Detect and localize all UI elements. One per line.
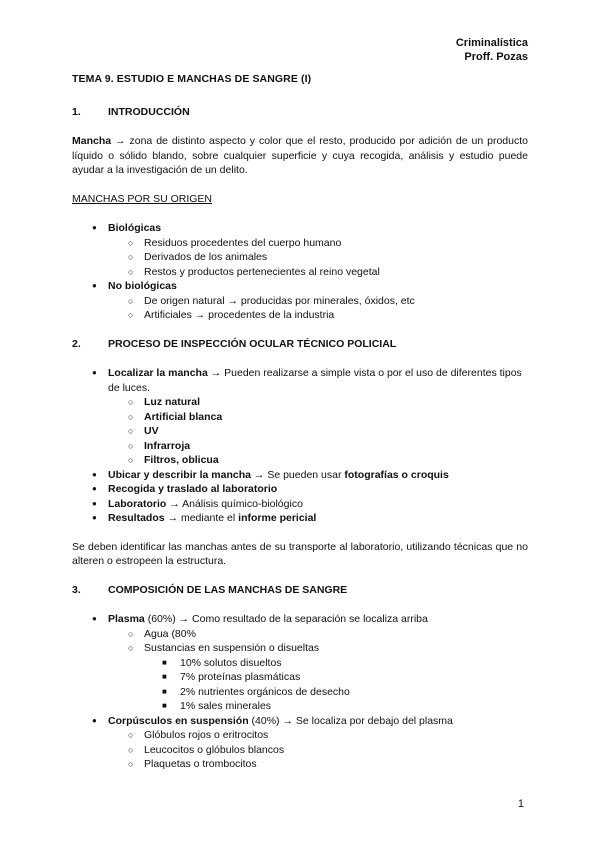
list-item-sustancias [108, 641, 528, 714]
list-item: ○ Agua (80% [108, 627, 528, 642]
ubicar-label: Ubicar y describir la mancha [108, 468, 251, 481]
mancha-term: Mancha [72, 135, 112, 147]
list-item-recogida [72, 482, 528, 497]
lab-text: → Análisis químico-biológico [166, 497, 303, 510]
list-item: ■ 7% proteínas plasmáticas [144, 670, 528, 685]
list-item-laboratorio [72, 497, 528, 512]
list-item: ○ Restos y productos pertenecientes al reino vegetal [108, 265, 528, 280]
section-title: PROCESO DE INSPECCIÓN OCULAR TÉCNICO POLICIAL [108, 337, 397, 350]
section-number: 2. [72, 337, 81, 350]
list-item-no-biologicas [72, 279, 528, 323]
composition-list [72, 612, 528, 772]
list-item: ○ Infrarroja [108, 439, 528, 454]
section-title: COMPOSICIÓN DE LAS MANCHAS DE SANGRE [108, 583, 348, 596]
section-number: 3. [72, 583, 81, 596]
professor-name: Proff. Pozas [464, 51, 528, 63]
list-item: ○ Luz natural [108, 395, 528, 410]
section-number: 1. [72, 105, 81, 118]
list-item: ○ Derivados de los animales [108, 250, 528, 265]
corp-label: Corpúsculos en suspensión [108, 714, 249, 727]
list-item: ○ Leucocitos o glóbulos blancos [108, 743, 528, 758]
list-item: ○ De origen natural → producidas por minerales, óxidos, etc [108, 294, 528, 309]
bio-label: Biológicas [108, 222, 162, 234]
ubicar-text: → Se pueden usar [250, 468, 345, 481]
res-label: Resultados [108, 512, 165, 524]
list-item: ■ 1% sales minerales [144, 699, 528, 714]
plasma-label: Plasma [108, 613, 145, 625]
mancha-definition [72, 134, 528, 178]
document-header [456, 36, 528, 64]
res-bold: informe pericial [238, 512, 317, 524]
course-name: Criminalística [455, 37, 528, 49]
sust-label: Sustancias en suspensión o disueltas [144, 642, 320, 654]
list-item-resultados [72, 511, 528, 526]
document-title: TEMA 9. ESTUDIO E MANCHAS DE SANGRE (I) [72, 73, 312, 85]
plasma-text: → Como resultado de la separación se localiza arriba [175, 613, 428, 625]
list-item: ○ Residuos procedentes del cuerpo humano [108, 236, 528, 251]
list-item: ○ Artificiales → procedentes de la industria [108, 308, 528, 323]
list-item: ○ Plaquetas o trombocitos [108, 757, 528, 772]
list-item: ○ Filtros, oblicua [108, 453, 528, 468]
loc-text: → Pueden realizarse a simple vista o por el uso de diferentes tipos de luces. [108, 367, 522, 394]
lab-label: Laboratorio [108, 497, 167, 510]
list-item: ○ UV [108, 424, 528, 439]
section-heading-1 [72, 105, 528, 120]
list-item-localizar [72, 366, 528, 468]
list-item: ■ 10% solutos disueltos [144, 656, 528, 671]
inspection-list [72, 366, 528, 526]
origin-list [72, 221, 528, 323]
document-body [72, 72, 528, 786]
page-number: 1 [517, 798, 524, 810]
loc-label: Localizar la mancha [108, 367, 208, 379]
list-item-ubicar [72, 468, 528, 483]
section-heading-2 [72, 337, 528, 352]
list-item: ■ 2% nutrientes orgánicos de desecho [144, 685, 528, 700]
list-item-plasma [72, 612, 528, 714]
corp-pct: (40%) [248, 714, 280, 727]
corp-text: → Se localiza por debajo del plasma [279, 714, 453, 727]
section-heading-3 [72, 583, 528, 598]
list-item-corpusculos [72, 714, 528, 772]
list-item-biologicas [72, 221, 528, 279]
origin-subtitle: MANCHAS POR SU ORIGEN [72, 192, 213, 205]
ubicar-bold: fotografías o croquis [344, 468, 449, 481]
list-item: ○ Glóbulos rojos o eritrocitos [108, 728, 528, 743]
nobio-label: No biológicas [108, 280, 177, 292]
list-item: ○ Artificial blanca [108, 410, 528, 425]
inspection-note: Se deben identificar las manchas antes de su transporte al laboratorio, utilizando técnicas que no alteren o estropeen la estructura. [72, 540, 528, 567]
plasma-pct: (60%) [144, 613, 176, 625]
recogida-label: Recogida y traslado al laboratorio [108, 483, 278, 495]
res-text: → mediante el [164, 512, 239, 524]
section-title: INTRODUCCIÓN [108, 105, 190, 118]
mancha-text: → zona de distinto aspecto y color que el resto, producido por adición de un producto líquido o sólido blando, sobre cualquier superficie y cuya recogida, análisis y estudio puede ayudar a la investigación de un delito. [72, 135, 528, 176]
